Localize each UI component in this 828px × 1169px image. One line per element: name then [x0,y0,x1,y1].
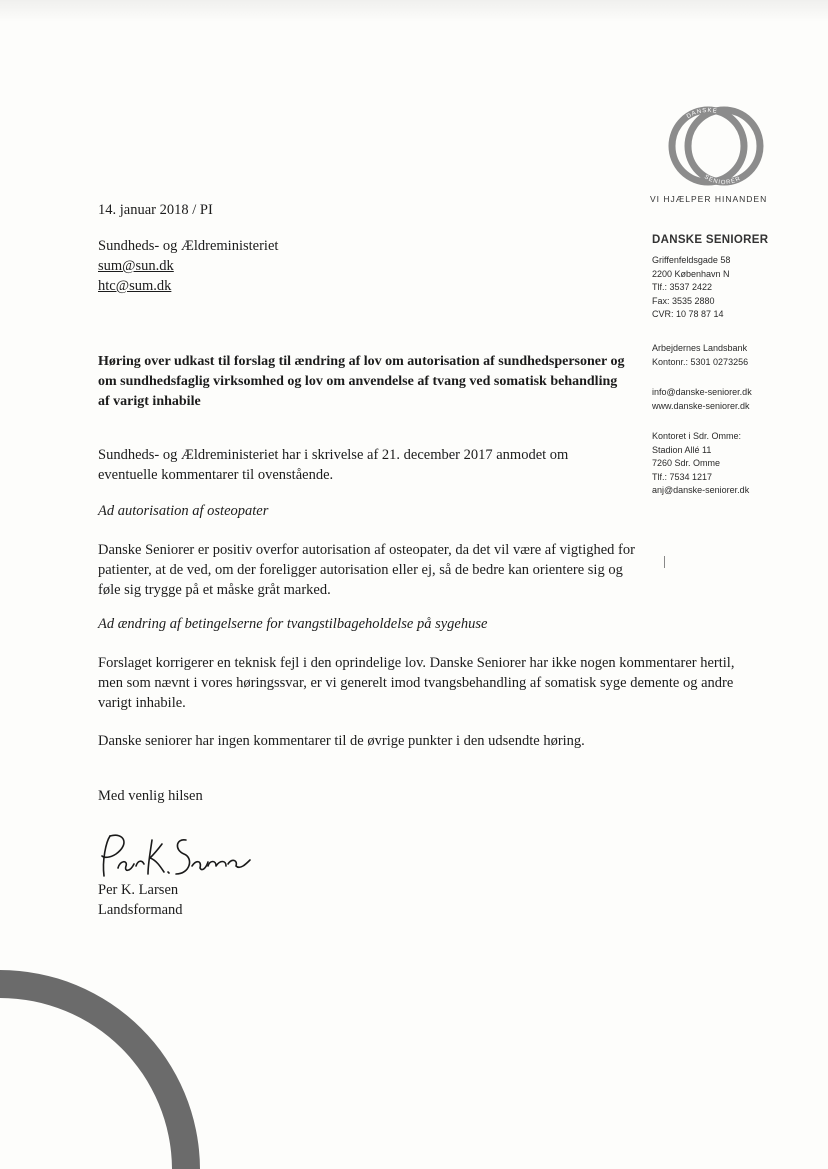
office-line: 7260 Sdr. Omme [652,458,721,468]
recipient-email-link-2[interactable]: htc@sum.dk [98,278,172,294]
paragraph-intro: Sundheds- og Ældreministeriet har i skrivelse af 21. december 2017 anmodet om eventuelle kommentarer til ovenstående. [98,447,569,483]
address-line: Tlf.: 3537 2422 [652,282,713,292]
address-line: Griffenfeldsgade 58 [652,255,731,265]
paragraph-osteopater: Danske Seniorer er positiv overfor autorisation af osteopater, da det vil være af vigtighed for patienter, at de ved, om der foreligger autorisation eller ej, så de bedre kan orientere sig og føle sig trygge på et måske gråt marked. [98,542,635,598]
logo-tagline: VI HJÆLPER HINANDEN [650,194,768,204]
handwritten-signature [90,830,260,882]
office-line: Tlf.: 7534 1217 [652,471,713,482]
address-line: 2200 København N [652,268,730,279]
ring-top-text: DANSKE [685,107,719,121]
ring-bottom-text: SENIORER [702,174,743,187]
scan-mark [664,556,665,568]
section-heading-tvang: Ad ændring af betingelserne for tvangstilbageholdelse på sygehuse [98,616,488,632]
bank-line: Kontonr.: 5301 0273256 [652,356,749,367]
sidebar-contact [652,386,752,413]
sidebar-address [652,254,730,322]
paragraph-other-points: Danske seniorer har ingen kommentarer til de øvrige punkter i den udsendte høring. [98,733,585,749]
danske-seniorer-logo [640,100,790,190]
office-line: Stadion Allé 11 [652,444,712,455]
signer-title: Landsformand [98,902,183,918]
address-line: Fax: 3535 2880 [652,295,715,306]
scan-edge [0,0,828,22]
right-ring-shape [685,107,760,182]
contact-website-link[interactable]: www.danske-seniorer.dk [652,400,750,411]
contact-email-link[interactable]: info@danske-seniorer.dk [652,387,752,397]
recipient-name: Sundheds- og Ældreministeriet [98,238,279,254]
organization-name: DANSKE SENIORER [652,234,769,246]
address-line: CVR: 10 78 87 14 [652,309,724,319]
sidebar-office [652,430,749,498]
section-heading-osteopater: Ad autorisation af osteopater [98,503,269,519]
letter-subject: Høring over udkast til forslag til ændring af lov om autorisation af sundhedspersoner og om sundhedsfaglig virksomhed og lov om anvendelse af tvang ved somatisk behandling af varigt inhabile [98,354,625,409]
recipient-email-link-1[interactable]: sum@sun.dk [98,258,174,274]
paragraph-tvang: Forslaget korrigerer en teknisk fejl i den oprindelige lov. Danske Seniorer har ikke nogen kommentarer hertil, men som nævnt i vores høringssvar, er vi generelt imod tvangsbehandling af somatisk syge demente og andre varigt inhabile. [98,655,735,711]
signer-name: Per K. Larsen [98,882,179,898]
office-line: Kontoret i Sdr. Omme: [652,431,742,441]
left-ring-shape [672,107,744,182]
signer-block [98,880,183,920]
decorative-arc-shape [0,950,240,1169]
letter-date: 14. januar 2018 / PI [98,202,213,218]
closing-greeting: Med venlig hilsen [98,788,203,804]
office-email-link[interactable]: anj@danske-seniorer.dk [652,485,750,495]
bank-line: Arbejdernes Landsbank [652,343,748,353]
recipient-block [98,236,278,296]
sidebar-bank [652,342,748,369]
